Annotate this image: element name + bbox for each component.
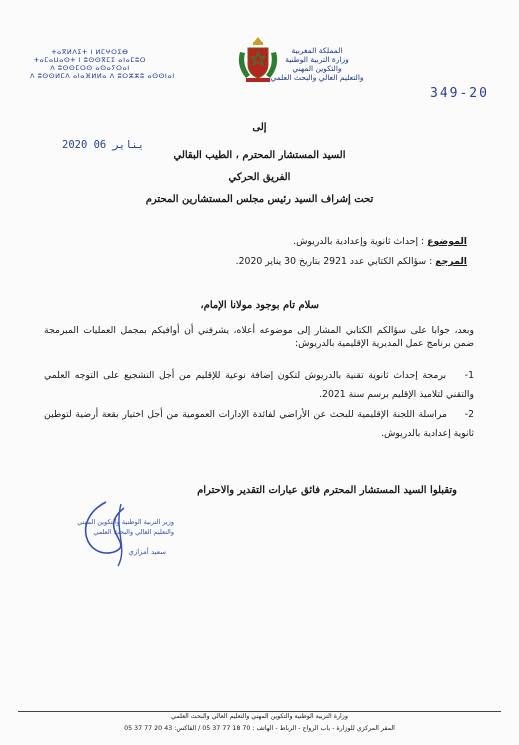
body-intro: وبعد، جوابا على سؤالكم الكتابي المشار إلى موضوعه أعلاه، يشرفني أن أوافيكم بمجمل العمليات المبرمجة ضمن برنامج عمل المديرية الإقليمية بالدريوش:	[44, 325, 474, 349]
addressee-group: الفريق الحركي	[228, 172, 291, 183]
reference-line	[47, 255, 467, 268]
addressee-supervision: تحت إشراف السيد رئيس مجلس المستشارين المحترم	[145, 194, 374, 205]
header-line: وزارة التربية الوطنية	[285, 55, 349, 64]
tifinagh-line: ⴷ ⵓⵙⵙⵎⵔⵙ ⴰⵙⴰⵢⵔⴰⵏ	[50, 64, 130, 72]
item-text: مراسلة اللجنة الإقليمية للبحث عن الأراضي لفائدة الإدارات العمومية من أجل اختيار بقعة أرضية لتوطين ثانوية إعدادية بالدريوش.	[44, 409, 474, 439]
body-item-1	[44, 366, 474, 404]
subject-line	[47, 235, 467, 248]
stamp-line: وزير التربية الوطنية والتكوين المهني	[77, 518, 174, 526]
reference-number: 349-20	[430, 86, 489, 101]
addressee-to: إلى	[252, 122, 267, 133]
addressee-line: السيد المستشار المحترم ، الطيب البقالي	[173, 150, 346, 161]
header-arabic	[262, 46, 372, 82]
footer-divider	[18, 711, 501, 712]
item-number: 2-	[464, 409, 474, 420]
tifinagh-line: ⵜⴰⴳⵍⴷⵉⵜ ⵏ ⵍⵎⵖⵔⵉⴱ	[51, 48, 129, 56]
letter-date: 2020 يناير 06	[62, 139, 145, 151]
subject-text: : إحداث ثانوية وإعدادية بالدريوش.	[293, 236, 425, 247]
item-number: 1-	[464, 370, 474, 381]
body-item-2	[44, 405, 474, 443]
salutation: سلام تام بوجود مولانا الإمام،	[200, 300, 319, 311]
header-tifinagh	[30, 48, 175, 80]
header-line: والتكوين المهني	[292, 64, 342, 73]
footer-ministry: وزارة التربية الوطنية والتكوين المهني والتعليم العالي والبحث العلمي	[171, 713, 348, 720]
closing-line: وتقبلوا السيد المستشار المحترم فائق عبارات التقدير والاحترام	[197, 485, 457, 496]
signatory-name: سعيد أمزازي	[128, 548, 166, 556]
reference-label: المرجع	[435, 256, 467, 267]
subject-label: الموضوع	[427, 236, 467, 247]
tifinagh-line: ⴷ ⵓⵙⵙⵍⵎⴷ ⴰⵏⴰⴼⵍⵍⴰ ⴷ ⵓⵔⵣⵣⵓ ⴰⵙⵙⵏⴰⵏ	[30, 72, 175, 80]
tifinagh-line: ⵜⴰⵎⴰⵡⴰⵙⵜ ⵏ ⵓⵙⵙⴳⵎⵉ ⴰⵏⴰⵎⵓⵔ	[33, 56, 147, 64]
official-stamp	[66, 500, 174, 570]
stamp-line: والتعليم العالي والبحث العلمي	[93, 528, 174, 536]
header-line: والتعليم العالي والبحث العلمي	[270, 73, 364, 82]
footer-address: المقر المركزي للوزارة - باب الرواح - الرباط - الهاتف : 70 18 77 37 05 / الفاكس: 43 20 77 37 05	[124, 725, 395, 732]
item-text: برمجة إحداث ثانوية تقنية بالدريوش لتكون إضافة نوعية للإقليم من أجل التشجيع على التوجه العلمي والتقني لتلاميذ الإقليم برسم سنة 2021.	[44, 370, 474, 400]
header-line: المملكة المغربية	[291, 46, 343, 55]
reference-text: : سؤالكم الكتابي عدد 2921 بتاريخ 30 يناير 2020.	[235, 256, 433, 267]
